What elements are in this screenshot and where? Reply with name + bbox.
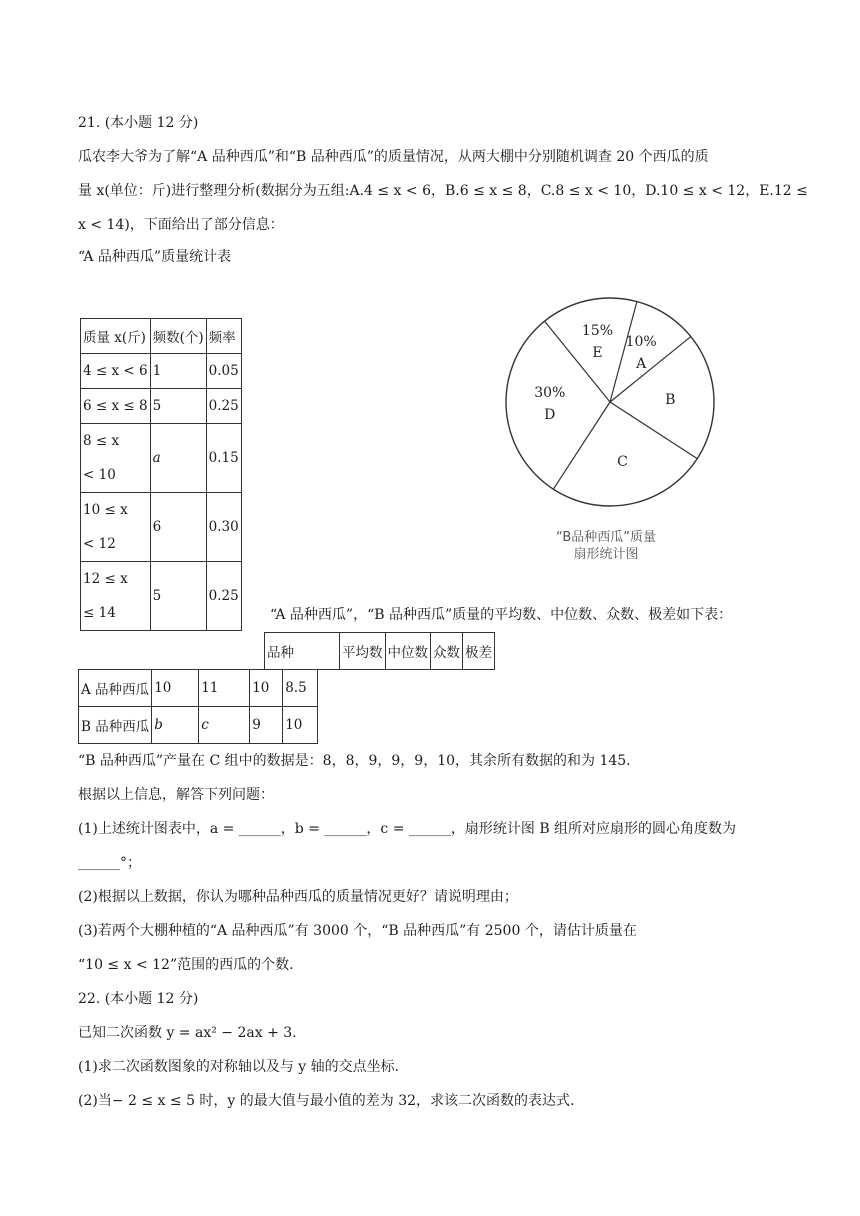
table-header-row [265, 633, 495, 670]
table-row [81, 424, 242, 493]
table-row [81, 389, 242, 424]
table-header-cell: 品种 [265, 633, 340, 670]
q22-part2: (2)当− 2 ≤ x ≤ 5 时，y 的最大值与最小值的差为 32，求该二次函数的表达式. [78, 1093, 575, 1109]
table-b-header [264, 632, 495, 670]
table-header-cell: 质量 x(斤) [81, 319, 151, 354]
pie-percent-e: 15% [581, 322, 614, 339]
table-header-cell: 频数(个) [150, 319, 206, 354]
table-header-cell: 众数 [431, 633, 463, 670]
range-line: 10 ≤ x [83, 502, 128, 518]
instruction-text: 根据以上信息，解答下列问题： [78, 787, 274, 803]
pie-label-b: B [665, 391, 676, 408]
range-cell: 10 [283, 707, 318, 744]
q22-header: 22. (本小题 12 分) [78, 991, 199, 1007]
range-cell: 4 ≤ x < 6 [81, 354, 151, 389]
table-header-cell: 频率 [206, 319, 241, 354]
table-b-statistics [78, 669, 318, 744]
table-header-cell: 平均数 [340, 633, 386, 670]
freq-cell: 1 [150, 354, 206, 389]
mean-cell: 10 [152, 670, 199, 707]
q21-intro-line1: 瓜农李大爷为了解“A 品种西瓜”和“B 品种西瓜”的质量情况，从两大棚中分别随机调查 20 个西瓜的质 [78, 149, 709, 165]
q21-header: 21. (本小题 12 分) [78, 115, 199, 131]
median-cell: c [199, 707, 250, 744]
variety-cell: A 品种西瓜 [79, 670, 152, 707]
q22-intro: 已知二次函数 y = ax² − 2ax + 3. [78, 1025, 297, 1041]
rate-cell: 0.05 [206, 354, 241, 389]
pie-label-a: A [636, 356, 647, 373]
b-variety-pie-chart [490, 288, 730, 568]
range-cell: 6 ≤ x ≤ 8 [81, 389, 151, 424]
pie-label-c: C [617, 454, 628, 471]
table-a-title: “A 品种西瓜”质量统计表 [78, 249, 232, 265]
table-a-quality-stats [80, 318, 242, 631]
c-group-data: “B 品种西瓜”产量在 C 组中的数据是：8，8，9，9，9，10，其余所有数据的和为 145. [78, 753, 631, 769]
range-line: 8 ≤ x [83, 433, 120, 449]
q21-intro-line3: x < 14)，下面给出了部分信息： [78, 217, 284, 233]
pie-percent-a: 10% [625, 334, 657, 351]
variety-cell: B 品种西瓜 [79, 707, 152, 744]
part3-line2: “10 ≤ x < 12”范围的西瓜的个数. [78, 957, 294, 973]
part1-line1: (1)上述统计图表中，a = ______，b = ______，c = ______，扇形统计图 B 组所对应扇形的圆心角度数为 [78, 821, 737, 837]
table-row [79, 670, 318, 707]
range-line: 12 ≤ x [83, 571, 128, 587]
table-row [79, 707, 318, 744]
pie-caption-line1: “B品种西瓜”质量 [556, 530, 656, 545]
range-line: < 12 [83, 536, 116, 552]
part2-text: (2)根据以上数据，你认为哪种品种西瓜的质量情况更好？请说明理由； [78, 889, 518, 905]
mode-cell: 10 [250, 670, 283, 707]
table-header-cell: 极差 [463, 633, 495, 670]
freq-cell: 6 [150, 493, 206, 562]
range-line: ≤ 14 [83, 605, 116, 621]
rate-cell: 0.25 [206, 389, 241, 424]
range-cell [81, 562, 151, 631]
range-cell [81, 493, 151, 562]
median-cell: 11 [199, 670, 250, 707]
rate-cell: 0.30 [206, 493, 241, 562]
part1-line2: ______°； [78, 855, 141, 871]
table-row [81, 493, 242, 562]
table-row [81, 354, 242, 389]
pie-label-e: E [592, 344, 603, 361]
q21-intro-line2: 量 x(单位：斤)进行整理分析(数据分为五组:A.4 ≤ x < 6，B.6 ≤ x ≤ 8，C.8 ≤ x < 10，D.10 ≤ x < 12，E.12 ≤ [78, 183, 808, 199]
range-cell: 8.5 [283, 670, 318, 707]
q22-part1: (1)求二次函数图象的对称轴以及与 y 轴的交点坐标. [78, 1059, 400, 1075]
freq-cell: 5 [150, 562, 206, 631]
freq-cell: 5 [150, 389, 206, 424]
freq-cell: a [150, 424, 206, 493]
table-header-cell: 中位数 [385, 633, 431, 670]
rate-cell: 0.25 [206, 562, 241, 631]
rate-cell: 0.15 [206, 424, 241, 493]
mean-cell: b [152, 707, 199, 744]
table-b-intro: “A 品种西瓜”，“B 品种西瓜”质量的平均数、中位数、众数、极差如下表： [270, 607, 733, 623]
pie-label-d: D [544, 407, 556, 424]
pie-percent-d: 30% [534, 385, 566, 402]
table-header-row [81, 319, 242, 354]
pie-caption-line2: 扇形统计图 [573, 547, 639, 562]
part3-line1: (3)若两个大棚种植的“A 品种西瓜”有 3000 个，“B 品种西瓜”有 2500 个，请估计质量在 [78, 923, 637, 939]
range-line: < 10 [83, 467, 116, 483]
table-row [81, 562, 242, 631]
mode-cell: 9 [250, 707, 283, 744]
range-cell [81, 424, 151, 493]
